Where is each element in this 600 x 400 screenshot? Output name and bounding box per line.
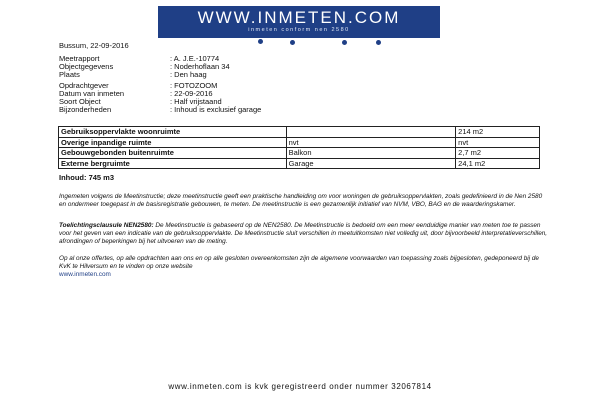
report-date: Bussum, 22-09-2016 <box>59 41 129 50</box>
terms-text <box>59 255 549 279</box>
info-label: Objectgegevens <box>59 62 114 71</box>
info-label: Datum van inmeten <box>59 89 125 98</box>
logo-dot <box>342 40 347 45</box>
table-cell-label: Gebruiksoppervlakte woonruimte <box>59 127 287 138</box>
info-value: : Noderhoflaan 34 <box>170 62 230 71</box>
nen2580-clause <box>59 222 549 246</box>
logo-banner <box>158 6 440 38</box>
logo-dot <box>258 39 263 44</box>
info-label: Plaats <box>59 70 80 79</box>
info-label: Meetrapport <box>59 54 100 63</box>
table-cell-value: 2,7 m2 <box>456 148 540 159</box>
table-cell-detail: Balkon <box>286 148 456 159</box>
clause-text: De Meetinstructie is gebaseerd op de NEN2580. De Meetinstructie is bedoeld om een meer eenduidige manier van meten toe te passen voor het geven van een indicatie van de gebruiksoppervlakte. De Meetinstructie sluit verschillen in meetuitkomsten niet volledig uit, door bijvoorbeeld interpretatieverschillen, afrondingen of beperkingen bij het uitvoeren van de meting. <box>59 222 548 245</box>
table-cell-label: Externe bergruimte <box>59 158 287 169</box>
logo-subtitle: inmeten conform nen 2580 <box>248 27 350 33</box>
table-cell-label: Overige inpandige ruimte <box>59 137 287 148</box>
footer-registration: www.inmeten.com is kvk geregistreerd onder nummer 32067814 <box>168 382 432 391</box>
logo-text: WWW.INMETEN.COM <box>197 8 401 27</box>
info-block-report <box>59 55 230 79</box>
measurement-table <box>58 126 540 169</box>
table-row <box>59 148 540 159</box>
logo-dot <box>290 40 295 45</box>
volume-total: Inhoud: 745 m3 <box>59 173 115 182</box>
info-row <box>59 106 261 114</box>
table-row <box>59 158 540 169</box>
table-cell-detail <box>286 127 456 138</box>
table-cell-label: Gebouwgebonden buitenruimte <box>59 148 287 159</box>
info-label: Bijzonderheden <box>59 105 112 114</box>
info-value: : A. J.E.-10774 <box>170 54 220 63</box>
logo-dot <box>376 40 381 45</box>
website-link[interactable]: www.inmeten.com <box>59 271 111 278</box>
info-value: : Den haag <box>170 70 207 79</box>
table-cell-value: 214 m2 <box>456 127 540 138</box>
info-value: : Half vrijstaand <box>170 97 222 106</box>
logo-dots-decoration <box>258 39 408 47</box>
info-row <box>59 71 230 79</box>
measurement-instruction-text: Ingemeten volgens de Meetinstructie; deze meetinstructie geeft een praktische handleiding om voor woningen de gebruiksoppervlakten, zoals gedefinieerd in de Nen 2580 en ondermeer toegepast in de basisregistratie gebouwen, te meten. De meetinstructie is een gezamenlijk initiatief van NVM, VBO, BAG en de waarderingskamer. <box>59 193 543 208</box>
clause-title: Toelichtingsclausule NEN2580: <box>59 222 154 229</box>
info-label: Opdrachtgever <box>59 81 109 90</box>
table-row <box>59 127 540 138</box>
info-block-client <box>59 82 261 114</box>
info-value: : Inhoud is exclusief garage <box>170 105 262 114</box>
table-cell-detail: Garage <box>286 158 456 169</box>
info-value: : FOTOZOOM <box>170 81 218 90</box>
terms-body: Op al onze offertes, op alle opdrachten aan ons en op alle gesloten overeenkomsten zijn de algemene voorwaarden van toepassing zoals bijgesloten, gedeponeerd bij de KvK te Hilversum en te vinden op onze website <box>59 255 539 270</box>
table-cell-value: 24,1 m2 <box>456 158 540 169</box>
table-cell-value: nvt <box>456 137 540 148</box>
info-label: Soort Object <box>59 97 101 106</box>
table-row <box>59 137 540 148</box>
info-value: : 22-09-2016 <box>170 89 213 98</box>
table-cell-detail: nvt <box>286 137 456 148</box>
